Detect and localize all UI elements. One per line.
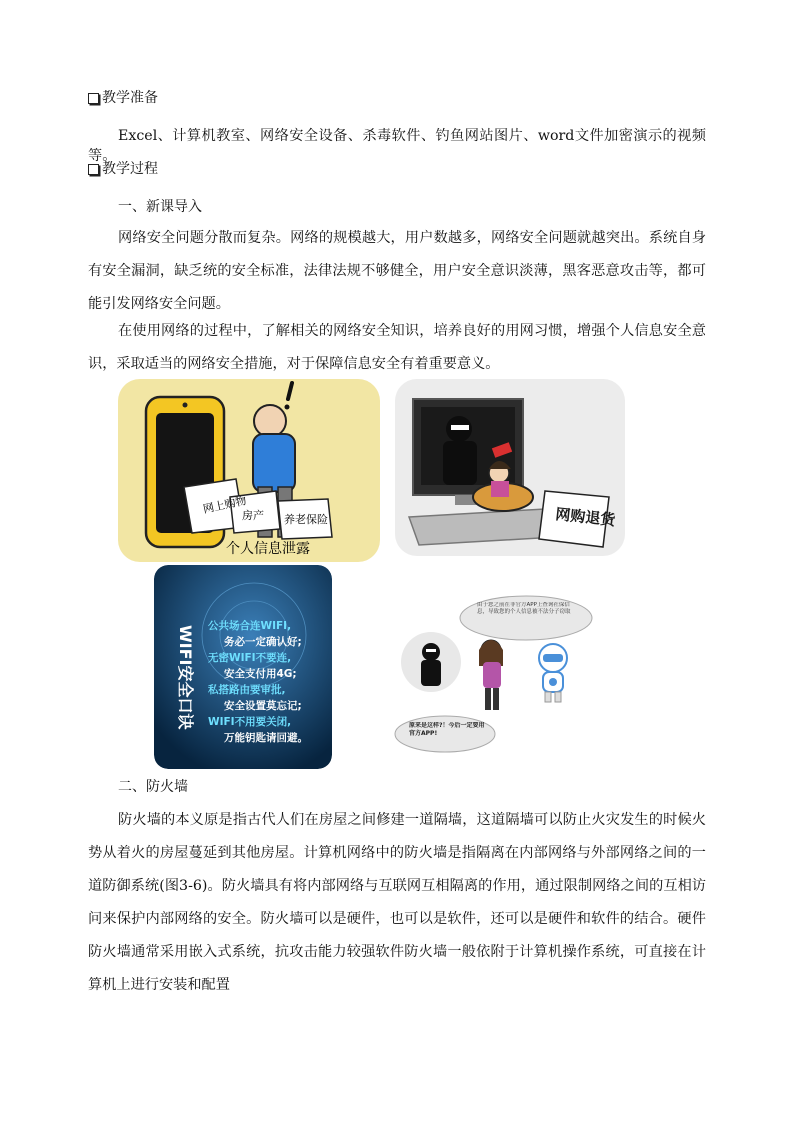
thief-figure xyxy=(421,643,441,686)
part1-heading: 一、新课导入 xyxy=(118,199,202,215)
poster-title: WIFI安全口诀 xyxy=(176,625,195,730)
poster-line-1: 公共场合连WIFI, xyxy=(208,620,292,632)
illustration-official-app xyxy=(393,594,593,762)
poster-line-2: 务必一定确认好; xyxy=(224,636,302,648)
part2-paragraph: 防火墙的本义原是指古代人们在房屋之间修建一道隔墙，这道隔墙可以防止火灾发生的时候火势从着火的房屋蔓延到其他房屋。计算机网络中的防火墙是指隔离在内部网络与外部网络之间的一道防御系统(图3-6)。防火墙具有将内部网络与互联网互相隔离的作用，通过限制网络之间的互相访问来保护内部网络的安全。防火墙可以是硬件，也可以是软件，还可以是硬件和软件的结合。硬件防火墙通常采用嵌入式系统，抗攻击能力较强软件防火墙一般依附于计算机操作系统，可直接在计算机上进行安装和配置 xyxy=(88,812,706,993)
part1-paragraph-1: 网络安全问题分散而复杂。网络的规模越大，用户数越多，网络安全问题就越突出。系统自身有安全漏洞，缺乏统的安全标准，法律法规不够健全，用户安全意识淡薄，黑客恶意攻击等，都可能引发网络安全问题。 xyxy=(88,230,706,312)
sign-refund: 网购退货 xyxy=(554,505,617,530)
bubble-top-text: 由于您之前在非官方APP上查询社保信息，导致您的个人信息被不法分子窃取 xyxy=(477,602,571,615)
paper-label-1: 网上购物 xyxy=(201,494,248,516)
poster-line-3: 无密WIFI不要连, xyxy=(208,652,292,664)
poster-line-7: WIFI不用要关闭, xyxy=(208,716,292,728)
section-heading-prep xyxy=(88,88,158,108)
poster-line-6: 安全设置莫忘记; xyxy=(224,700,302,712)
poster-line-4: 安全支付用4G; xyxy=(224,668,297,680)
part1-paragraph-2: 在使用网络的过程中，了解相关的网络安全知识，培养良好的用网习惯，增强个人信息安全意识，采取适当的网络安全措施，对于保障信息安全有着重要意义。 xyxy=(88,323,706,372)
section-heading-process xyxy=(88,159,158,179)
part2-heading: 二、防火墙 xyxy=(118,779,188,795)
caption-info-leak: 个人信息泄露 xyxy=(226,541,310,557)
section-heading-process-text: 教学过程 xyxy=(102,161,158,177)
paper-label-3: 养老保险 xyxy=(284,513,328,526)
prep-materials-text: Excel、计算机教室、网络安全设备、杀毒软件、钓鱼网站图片、word文件加密演示的视频等。 xyxy=(88,128,706,164)
poster-line-8: 万能钥匙请回避。 xyxy=(224,732,308,744)
section-heading-prep-text: 教学准备 xyxy=(102,90,158,106)
checkbox-bullet-icon xyxy=(88,93,99,104)
victim-figure xyxy=(489,461,511,497)
checkbox-bullet-icon xyxy=(88,164,99,175)
illustration-info-leak xyxy=(118,379,380,562)
poster-line-5: 私搭路由要审批, xyxy=(208,684,286,696)
paper-label-2: 房产 xyxy=(242,509,264,522)
bubble-bottom-text: 原来是这样?！今后一定要用官方APP! xyxy=(409,722,485,737)
illustration-refund-scam xyxy=(395,379,625,556)
poster-wifi-safety xyxy=(154,565,332,769)
